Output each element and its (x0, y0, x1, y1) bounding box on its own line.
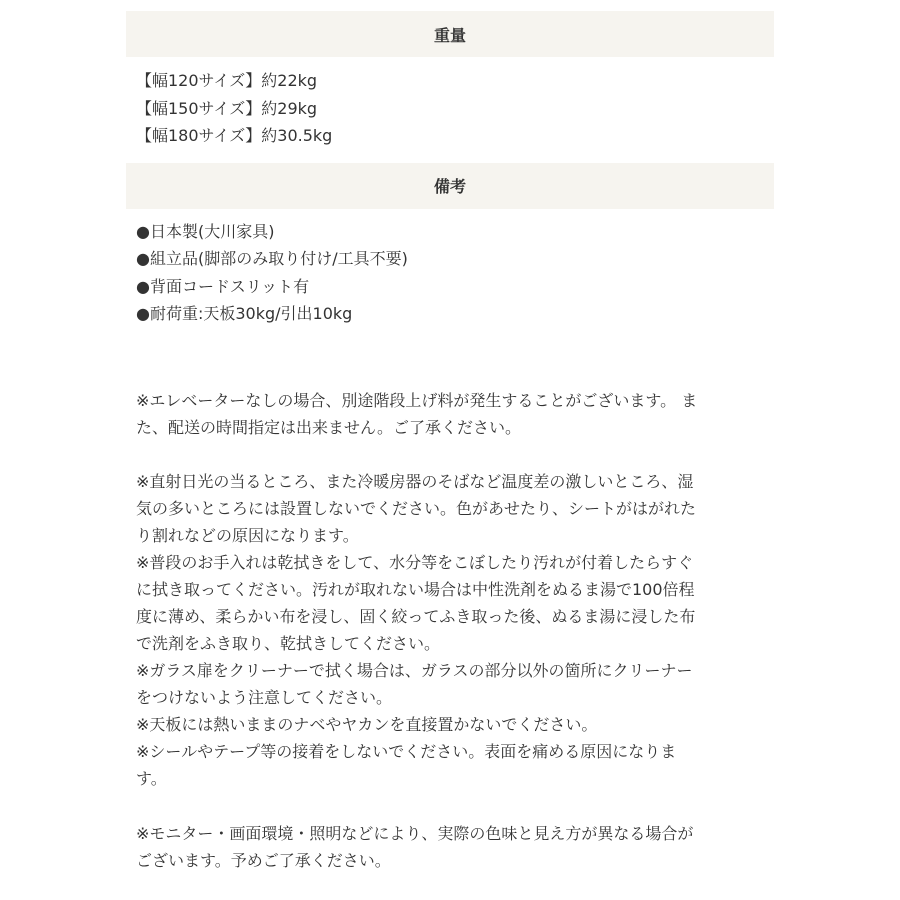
note-cleaning: ※普段のお手入れは乾拭きをして、水分等をこぼしたり汚れが付着したらすぐ に拭き取ってください。汚れが取れない場合は中性洗剤をぬるま湯で100倍程 度に薄め、柔らかい布を浸し、固く絞ってふき取った後、ぬるま湯に浸した布 で洗剤をふき取り、乾拭きしてください。 (136, 553, 696, 653)
note-glass-door: ※ガラス扉をクリーナーで拭く場合は、ガラスの部分以外の箇所にクリーナー をつけないよう注意してください。 (136, 661, 693, 707)
note-elevator: ※エレベーターなしの場合、別途階段上げ料が発生することがございます。 ま た、配送の時間指定は出来ません。ご了承ください。 (136, 391, 698, 437)
notes-block-1 (136, 387, 782, 441)
note-hot-items: ※天板には熱いままのナベやヤカンを直接置かないでください。 (136, 715, 598, 734)
remarks-item: ●日本製(大川家具) (136, 221, 275, 241)
remarks-item: ●組立品(脚部のみ取り付け/工具不要) (136, 249, 408, 268)
weight-list (126, 57, 774, 163)
remarks-list (126, 209, 774, 328)
weight-item: 【幅180サイズ】約30.5kg (136, 126, 333, 145)
remarks-header: 備考 (126, 163, 774, 209)
weight-header: 重量 (126, 11, 774, 57)
spec-table (126, 11, 774, 328)
weight-item: 【幅150サイズ】約29kg (136, 98, 318, 118)
weight-item: 【幅120サイズ】約22kg (136, 71, 318, 90)
notes-block-3 (136, 820, 782, 874)
note-placement: ※直射日光の当るところ、また冷暖房器のそばなど温度差の激しいところ、湿 気の多いところには設置しないでください。色があせたり、シートがはがれた り割れなどの原因になります。 (136, 472, 697, 545)
remarks-item: ●背面コードスリット有 (136, 276, 310, 296)
remarks-item: ●耐荷重:天板30kg/引出10kg (136, 304, 353, 323)
note-stickers: ※シールやテープ等の接着をしないでください。表面を痛める原因になりま す。 (136, 742, 677, 788)
notes-block-2 (136, 468, 782, 792)
note-color-disclaimer: ※モニター・画面環境・照明などにより、実際の色味と見え方が異なる場合が ございます。予めご了承ください。 (136, 824, 694, 870)
